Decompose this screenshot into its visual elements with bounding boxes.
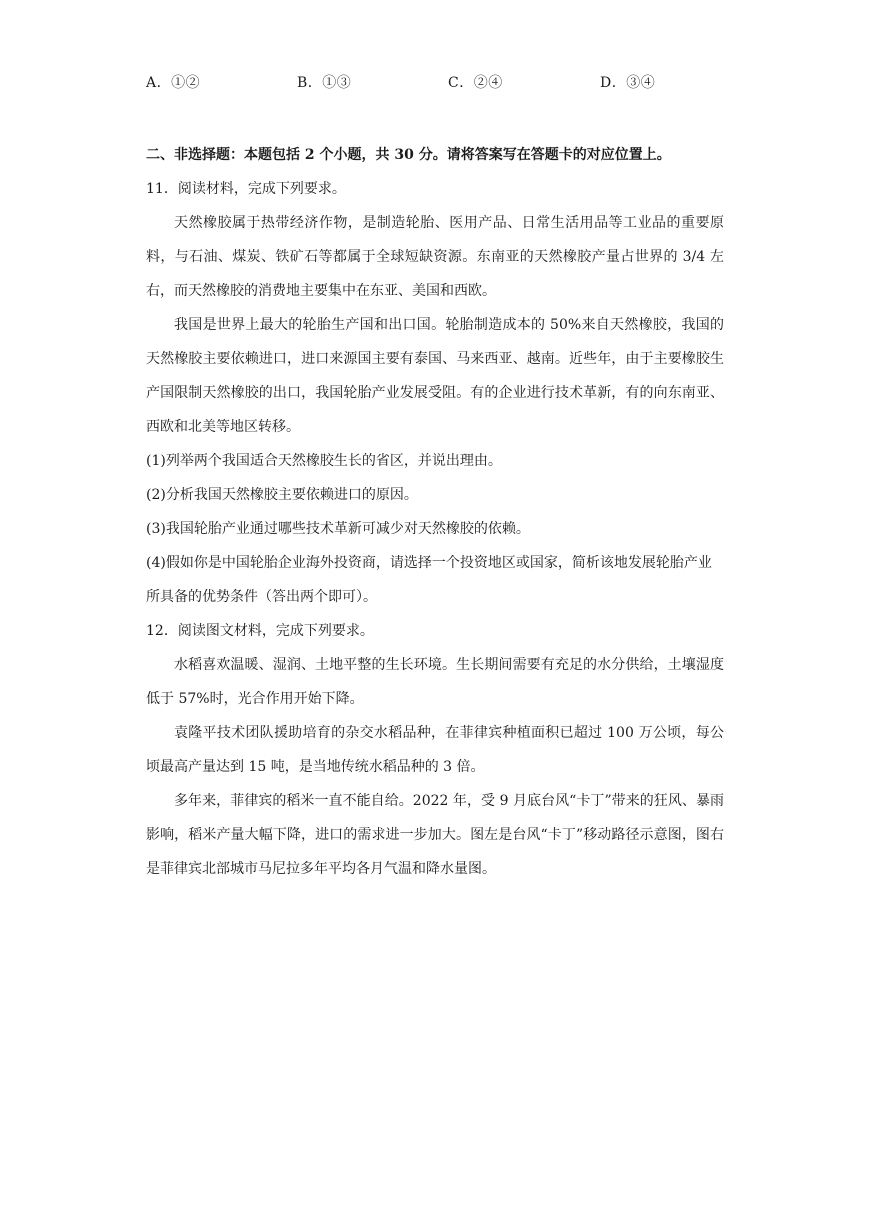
option-b: B．①③ — [297, 75, 352, 91]
question-11-sub-2: (2)分析我国天然橡胶主要依赖进口的原因。 — [146, 487, 418, 503]
question-11-sub-1: (1)列举两个我国适合天然橡胶生长的省区，并说出理由。 — [146, 453, 502, 469]
question-12-stem: 12．阅读图文材料，完成下列要求。 — [146, 623, 374, 639]
question-11-sub-4: (4)假如你是中国轮胎企业海外投资商，请选择一个投资地区或国家，简析该地发展轮胎产业所具备的优势条件（答出两个即可）。 — [146, 555, 712, 605]
option-a: A．①② — [146, 75, 201, 91]
option-d: D．③④ — [600, 75, 656, 91]
option-c: C．②④ — [448, 75, 503, 91]
question-11-paragraph-2: 我国是世界上最大的轮胎生产国和出口国。轮胎制造成本的 50%来自天然橡胶，我国的天然橡胶主要依赖进口，进口来源国主要有泰国、马来西亚、越南。近些年，由于主要橡胶生产国限制天然橡胶的出口，我国轮胎产业发展受阻。有的企业进行技术革新，有的向东南亚、西欧和北美等地区转移。 — [146, 317, 724, 435]
question-12-paragraph-3: 多年来，菲律宾的稻米一直不能自给。2022 年，受 9 月底台风“卡丁”带来的狂风、暴雨影响，稻米产量大幅下降，进口的需求进一步加大。图左是台风“卡丁”移动路径示意图，图右是菲律宾北部城市马尼拉多年平均各月气温和降水量图。 — [146, 793, 724, 877]
question-12-paragraph-2: 袁隆平技术团队援助培育的杂交水稻品种，在菲律宾种植面积已超过 100 万公顷，每公顷最高产量达到 15 吨，是当地传统水稻品种的 3 倍。 — [146, 725, 724, 775]
question-11-paragraph-1: 天然橡胶属于热带经济作物，是制造轮胎、医用产品、日常生活用品等工业品的重要原料，与石油、煤炭、铁矿石等都属于全球短缺资源。东南亚的天然橡胶产量占世界的 3/4 左右，而天然橡胶的消费地主要集中在东亚、美国和西欧。 — [146, 215, 724, 299]
document-body — [146, 138, 724, 886]
question-11-sub-3: (3)我国轮胎产业通过哪些技术革新可减少对天然橡胶的依赖。 — [146, 521, 530, 537]
section-heading: 二、非选择题：本题包括 2 个小题，共 30 分。请将答案写在答题卡的对应位置上。 — [146, 147, 671, 163]
question-11-stem: 11．阅读材料，完成下列要求。 — [146, 181, 346, 197]
question-12-paragraph-1: 水稻喜欢温暖、湿润、土地平整的生长环境。生长期间需要有充足的水分供给，土壤湿度低于 57%时，光合作用开始下降。 — [146, 657, 724, 707]
answer-options-row — [146, 72, 746, 96]
